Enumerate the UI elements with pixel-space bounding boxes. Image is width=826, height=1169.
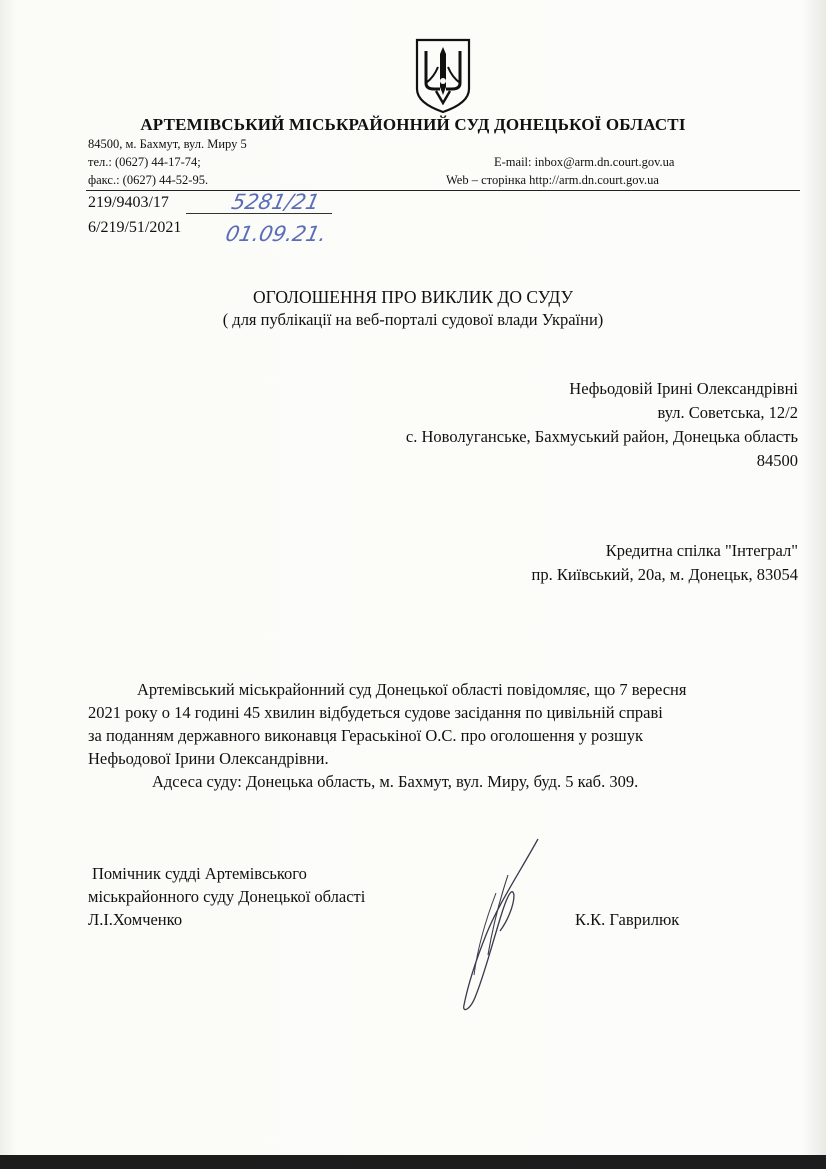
court-email: E-mail: inbox@arm.dn.court.gov.ua — [494, 155, 675, 169]
court-address-line: Адсеса суду: Донецька область, м. Бахмут, вул. Миру, буд. 5 каб. 309. — [152, 772, 639, 791]
document-number: 6/219/51/2021 — [88, 219, 182, 236]
body-line-2: 2021 року о 14 годині 45 хвилин відбудеться судове засідання по цивільній справі — [88, 703, 663, 722]
signer-position-1: Помічник судді Артемівського — [92, 864, 307, 883]
body-line-1: Артемівський міськрайонний суд Донецької області повідомляє, що 7 вересня — [137, 680, 687, 699]
signer-name: К.К. Гаврилюк — [575, 910, 680, 929]
recipient2-address: пр. Київський, 20а, м. Донецьк, 83054 — [531, 565, 798, 584]
court-name: АРТЕМІВСЬКИЙ МІСЬКРАЙОННИЙ СУД ДОНЕЦЬКОЇ ОБЛАСТІ — [140, 115, 686, 134]
recipient1-zip: 84500 — [756, 451, 798, 470]
court-website: Web – сторінка http://arm.dn.court.gov.ua — [446, 173, 659, 187]
signer-position-3: Л.І.Хомченко — [88, 910, 183, 929]
body-line-4: Нефьодової Ірини Олександрівни. — [88, 749, 329, 768]
date-stamp: 01.09.21. — [223, 222, 329, 246]
court-phone: тел.: (0627) 44-17-74; — [88, 155, 201, 169]
recipient1-name: Нефьодовій Ірині Олександрівні — [569, 379, 798, 398]
outgoing-number-stamp: 5281/21 — [229, 190, 322, 214]
case-number: 219/9403/17 — [88, 194, 169, 211]
recipient1-street: вул. Советська, 12/2 — [657, 403, 798, 422]
notice-subtitle: ( для публікації на веб-порталі судової влади України) — [222, 310, 604, 329]
trident-emblem-icon — [414, 37, 472, 114]
recipient2-name: Кредитна спілка "Інтеграл" — [605, 541, 798, 560]
recipient1-city: с. Новолуганське, Бахмуський район, Донецька область — [405, 427, 798, 446]
signer-position-2: міськрайонного суду Донецької області — [88, 887, 366, 906]
header-divider — [86, 190, 800, 191]
court-address: 84500, м. Бахмут, вул. Миру 5 — [88, 137, 247, 151]
handwritten-signature — [448, 835, 558, 1015]
body-line-3: за поданням державного виконавця Гераськіної О.С. про оголошення у розшук — [88, 726, 643, 745]
notice-title: ОГОЛОШЕННЯ ПРО ВИКЛИК ДО СУДУ — [253, 287, 573, 307]
court-fax: факс.: (0627) 44-52-95. — [88, 173, 209, 187]
scan-edge — [0, 1155, 826, 1169]
